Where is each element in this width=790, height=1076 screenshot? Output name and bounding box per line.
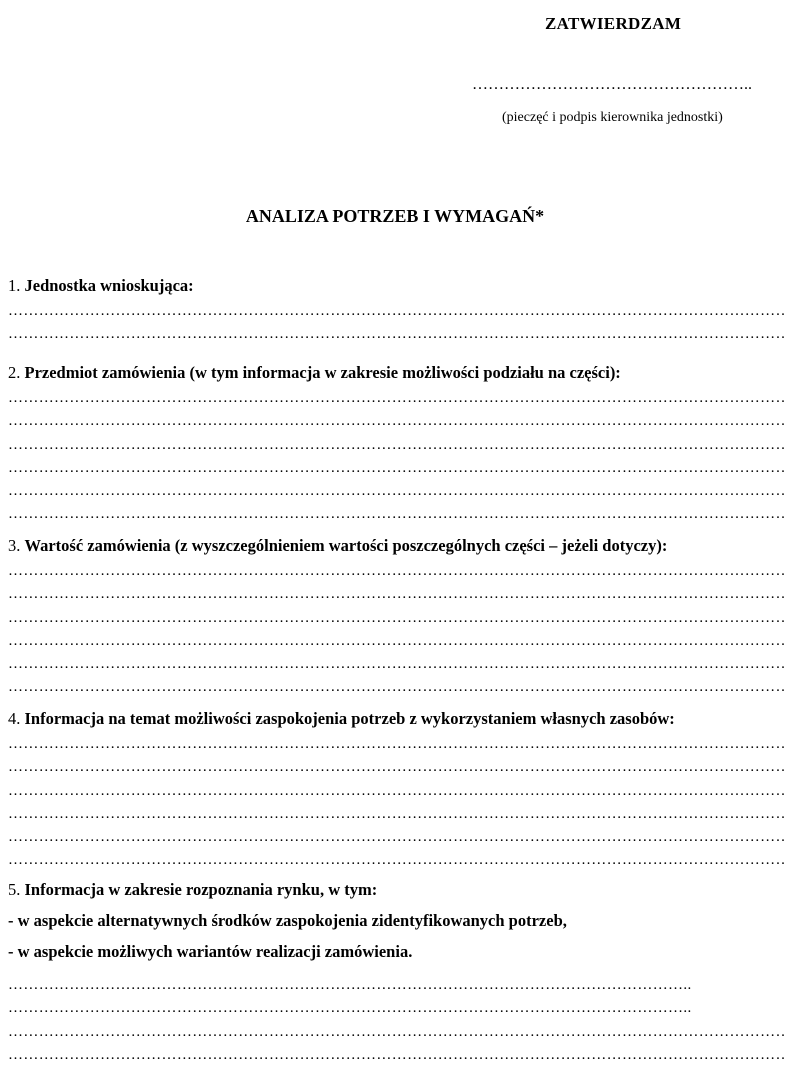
section-4 bbox=[8, 705, 784, 873]
fill-in-line[interactable] bbox=[8, 410, 784, 433]
fill-in-line[interactable] bbox=[8, 803, 784, 826]
section-5-heading bbox=[8, 876, 784, 904]
document-title: ANALIZA POTRZEB I WYMAGAŃ* bbox=[245, 206, 545, 226]
fill-in-line[interactable] bbox=[8, 974, 784, 997]
signature-line: …………………………………………….. bbox=[472, 76, 752, 93]
section-3 bbox=[8, 532, 784, 700]
fill-in-line[interactable] bbox=[8, 997, 784, 1020]
section-number: 5. bbox=[8, 880, 21, 899]
fill-in-line[interactable] bbox=[8, 780, 784, 803]
section-4-heading bbox=[8, 705, 784, 733]
fill-in-line[interactable] bbox=[8, 503, 784, 526]
fill-in-line[interactable] bbox=[8, 733, 784, 756]
fill-in-line[interactable] bbox=[8, 676, 784, 699]
section-5 bbox=[8, 876, 784, 1067]
fill-in-line[interactable] bbox=[8, 480, 784, 503]
fill-in-line[interactable] bbox=[8, 387, 784, 410]
fill-in-line[interactable] bbox=[8, 583, 784, 606]
spacer bbox=[8, 966, 784, 974]
fill-in-line[interactable] bbox=[8, 434, 784, 457]
fill-in-line[interactable] bbox=[8, 849, 784, 872]
section-5-sub-item: - w aspekcie możliwych wariantów realizacji zamówienia. bbox=[8, 942, 413, 961]
section-5-sub-item: - w aspekcie alternatywnych środków zaspokojenia zidentyfikowanych potrzeb, bbox=[8, 911, 567, 930]
section-label: Przedmiot zamówienia (w tym informacja w zakresie możliwości podziału na części): bbox=[24, 363, 621, 382]
fill-in-line[interactable] bbox=[8, 756, 784, 779]
fill-in-line[interactable] bbox=[8, 323, 784, 346]
fill-in-line[interactable] bbox=[8, 607, 784, 630]
fill-in-line[interactable] bbox=[8, 630, 784, 653]
fill-in-line[interactable] bbox=[8, 300, 784, 323]
fill-in-line[interactable] bbox=[8, 1021, 784, 1044]
section-2-heading bbox=[8, 359, 784, 387]
section-label: Wartość zamówienia (z wyszczególnieniem wartości poszczególnych części – jeżeli dotyczy): bbox=[24, 536, 668, 555]
fill-in-line[interactable] bbox=[8, 457, 784, 480]
section-number: 2. bbox=[8, 363, 21, 382]
section-label: Jednostka wnioskująca: bbox=[24, 276, 194, 295]
section-number: 1. bbox=[8, 276, 21, 295]
section-1-heading bbox=[8, 272, 784, 300]
fill-in-line[interactable] bbox=[8, 826, 784, 849]
signature-caption: (pieczęć i podpis kierownika jednostki) bbox=[502, 110, 723, 125]
fill-in-line[interactable] bbox=[8, 560, 784, 583]
approval-heading: ZATWIERDZAM bbox=[545, 14, 682, 33]
section-number: 3. bbox=[8, 536, 21, 555]
section-label: Informacja w zakresie rozpoznania rynku, w tym: bbox=[24, 880, 378, 899]
section-number: 4. bbox=[8, 709, 21, 728]
fill-in-line[interactable] bbox=[8, 653, 784, 676]
section-2 bbox=[8, 359, 784, 527]
section-3-heading bbox=[8, 532, 784, 560]
section-label: Informacja na temat możliwości zaspokojenia potrzeb z wykorzystaniem własnych zasobów: bbox=[24, 709, 675, 728]
section-1 bbox=[8, 272, 784, 347]
fill-in-line[interactable] bbox=[8, 1044, 784, 1067]
